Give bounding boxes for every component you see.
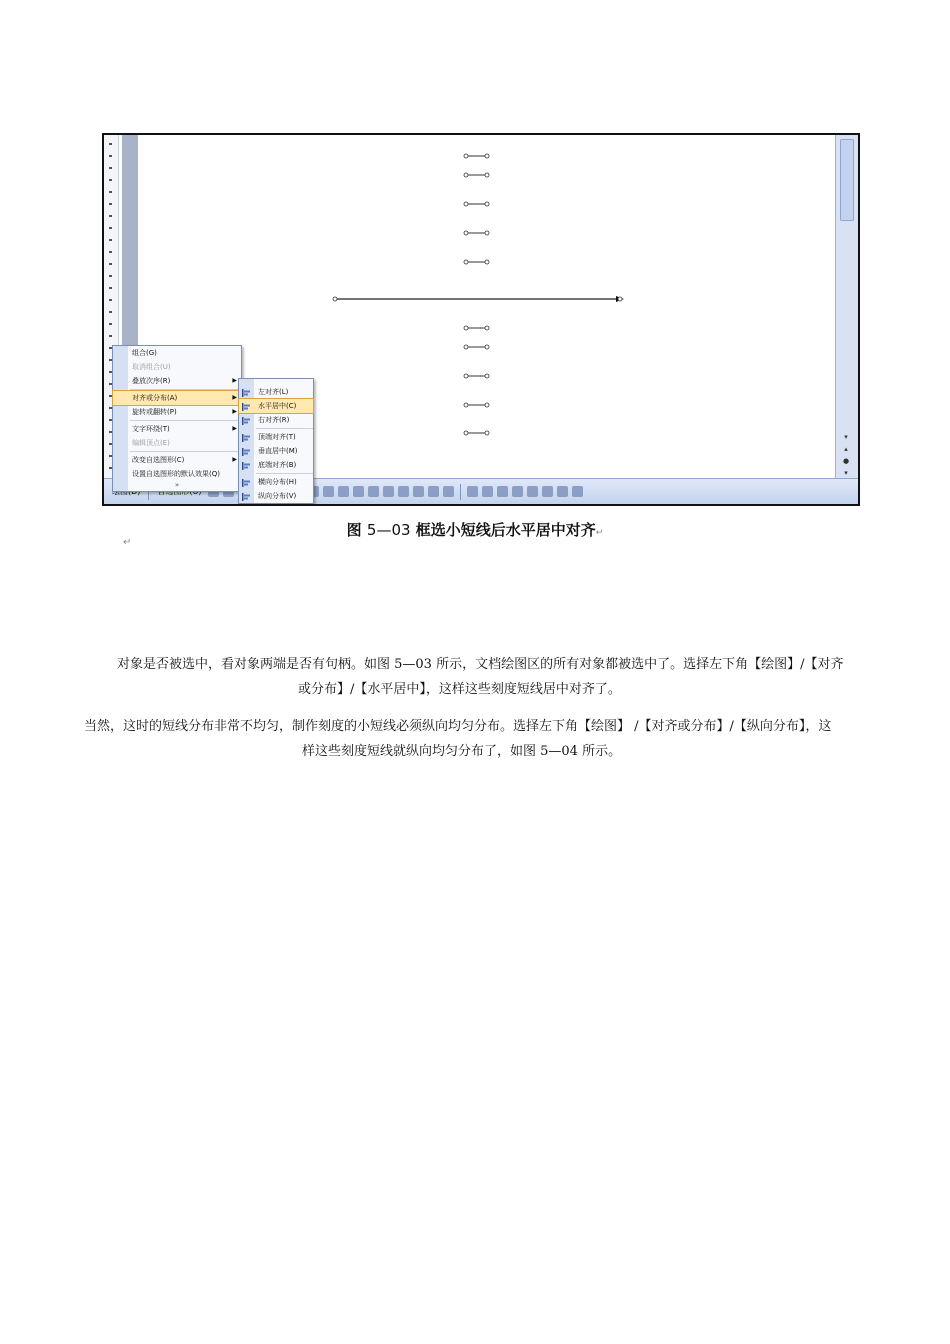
paragraph-mark-icon: ↵: [123, 537, 132, 548]
selection-handle[interactable]: [485, 154, 489, 158]
vertical-scrollbar[interactable]: [835, 135, 858, 478]
submenu-item[interactable]: [239, 385, 313, 399]
submenu-arrow-icon: ▶: [232, 456, 237, 463]
ruler-tick: [109, 203, 112, 205]
menu-separator: [256, 473, 313, 474]
figure-screenshot: [102, 133, 860, 506]
font-color-icon[interactable]: [368, 486, 379, 497]
group-toolbar-icon[interactable]: [527, 486, 538, 497]
selection-handle[interactable]: [464, 202, 468, 206]
selection-handle[interactable]: [464, 260, 468, 264]
selection-handle[interactable]: [333, 297, 337, 301]
menu-separator: [130, 451, 241, 452]
ruler-tick: [109, 155, 112, 157]
expand-menu-chevron[interactable]: »: [174, 481, 180, 489]
menu-item-label: 改变自选图形(C): [132, 456, 185, 464]
shadow-icon[interactable]: [428, 486, 439, 497]
ruler-tick: [109, 335, 112, 337]
drawing-context-menu: [112, 345, 242, 492]
submenu-arrow-icon: ▶: [232, 394, 237, 401]
return-mark-icon: ↵: [595, 528, 604, 538]
menu-item-label: 编辑顶点(E): [132, 439, 170, 447]
align-bottom-icon: [242, 461, 251, 469]
dash-style-icon[interactable]: [398, 486, 409, 497]
ruler-tick: [109, 263, 112, 265]
order-toolbar-icon[interactable]: [542, 486, 553, 497]
ruler-tick: [109, 251, 112, 253]
caption-prefix: 图: [346, 521, 362, 539]
submenu-item[interactable]: [239, 475, 313, 489]
selection-handle[interactable]: [464, 431, 468, 435]
context-menu-item[interactable]: [113, 453, 241, 467]
submenu-item[interactable]: [239, 413, 313, 427]
selection-handle[interactable]: [485, 202, 489, 206]
menu-item-label: 组合(G): [132, 349, 157, 357]
menu-separator: [256, 428, 313, 429]
ruler-tick: [109, 299, 112, 301]
menu-separator: [130, 389, 241, 390]
align-top-icon: [242, 433, 251, 441]
ruler-tick: [109, 143, 112, 145]
selection-handle[interactable]: [464, 231, 468, 235]
paragraph-2-line-2: 样这些刻度短线就纵向均匀分布了，如图 5—04 所示。: [302, 744, 622, 759]
menu-item-label: 设置自选图形的默认效果(Q): [132, 470, 220, 478]
submenu-item[interactable]: [239, 458, 313, 472]
submenu-item[interactable]: [239, 430, 313, 444]
ruler-tick: [109, 191, 112, 193]
caption-text: 框选小短线后水平居中对齐: [415, 521, 596, 539]
arrow-style-icon[interactable]: [413, 486, 424, 497]
rotate-toolbar-icon[interactable]: [557, 486, 568, 497]
toolbar-separator: [460, 484, 461, 500]
align-left-toolbar-icon[interactable]: [467, 486, 478, 497]
distribute-vertical-icon: [242, 492, 251, 500]
align-right-toolbar-icon[interactable]: [497, 486, 508, 497]
selection-handle[interactable]: [464, 403, 468, 407]
distribute-toolbar-icon[interactable]: [512, 486, 523, 497]
menu-separator: [130, 420, 241, 421]
selection-handle[interactable]: [485, 431, 489, 435]
context-menu-item[interactable]: [113, 422, 241, 436]
submenu-item[interactable]: [239, 489, 313, 503]
caption-number: 5—03: [366, 521, 411, 539]
context-menu-item: [113, 436, 241, 450]
selection-handle[interactable]: [464, 173, 468, 177]
context-menu-item: [113, 360, 241, 374]
submenu-item[interactable]: [239, 444, 313, 458]
submenu-item-label: 底端对齐(B): [258, 461, 297, 469]
selection-handle[interactable]: [485, 260, 489, 264]
submenu-item-label: 水平居中(C): [258, 402, 297, 410]
align-center-toolbar-icon[interactable]: [482, 486, 493, 497]
figure-caption: [0, 519, 950, 540]
ruler-tick: [109, 323, 112, 325]
context-menu-item[interactable]: [113, 346, 241, 360]
paragraph-1-line-2: 或分布】/【水平居中】，这样这些刻度短线居中对齐了。: [298, 682, 621, 697]
scroll-down-icon[interactable]: ▾: [844, 433, 848, 441]
fill-color-icon[interactable]: [338, 486, 349, 497]
context-menu-item[interactable]: [113, 374, 241, 388]
menu-item-label: 取消组合(U): [132, 363, 171, 371]
ruler-tick: [109, 227, 112, 229]
submenu-arrow-icon: ▶: [232, 408, 237, 415]
submenu-item-label: 左对齐(L): [258, 388, 289, 396]
paragraph-2-line-1: 当然，这时的短线分布非常不均匀，制作刻度的小短线必须纵向均匀分布。选择左下角【绘图】 /【对齐或分布】/【纵向分布】，这: [84, 719, 832, 734]
distribute-horizontal-icon: [242, 478, 251, 486]
align-distribute-submenu: [238, 378, 314, 504]
menu-item-label: 文字环绕(T): [132, 425, 170, 433]
line-color-icon[interactable]: [353, 486, 364, 497]
context-menu-item[interactable]: [113, 391, 241, 405]
align-left-icon: [242, 388, 251, 396]
selection-handle[interactable]: [485, 173, 489, 177]
selection-handle[interactable]: [485, 326, 489, 330]
wordart-icon[interactable]: [323, 486, 334, 497]
submenu-item-label: 纵向分布(V): [258, 492, 297, 500]
paragraph-1-line-1: 对象是否被选中，看对象两端是否有句柄。如图 5—03 所示，文档绘图区的所有对象都被选中了。选择左下角【绘图】/【对齐: [117, 657, 844, 672]
selection-handle[interactable]: [485, 374, 489, 378]
submenu-arrow-icon: ▶: [232, 377, 237, 384]
3d-icon[interactable]: [443, 486, 454, 497]
ruler-tick: [109, 215, 112, 217]
ruler-tick: [109, 275, 112, 277]
ruler-tick: [109, 311, 112, 313]
scrollbar-thumb[interactable]: [840, 139, 854, 221]
selection-handle[interactable]: [464, 154, 468, 158]
submenu-arrow-icon: ▶: [232, 425, 237, 432]
browse-next-icon[interactable]: ▾: [844, 469, 848, 477]
selection-handle[interactable]: [618, 297, 622, 301]
browse-object-icon[interactable]: ●: [842, 457, 850, 465]
align-right-icon: [242, 416, 251, 424]
align-center-icon: [242, 402, 251, 410]
ruler-tick: [109, 179, 112, 181]
menu-item-label: 对齐或分布(A): [132, 394, 178, 402]
menu-item-label: 旋转或翻转(P): [132, 408, 177, 416]
submenu-item-label: 横向分布(H): [258, 478, 297, 486]
selection-handle[interactable]: [464, 326, 468, 330]
menu-item-label: 叠放次序(R): [132, 377, 171, 385]
align-middle-icon: [242, 447, 251, 455]
ruler-tick: [109, 167, 112, 169]
ruler-tick: [109, 287, 112, 289]
toolbar-options-icon[interactable]: [572, 486, 583, 497]
submenu-item-label: 右对齐(R): [258, 416, 290, 424]
submenu-item[interactable]: [239, 399, 313, 413]
line-style-icon[interactable]: [383, 486, 394, 497]
context-menu-item[interactable]: [113, 467, 241, 481]
context-menu-item[interactable]: [113, 405, 241, 419]
selection-handle[interactable]: [485, 403, 489, 407]
submenu-item-label: 顶端对齐(T): [258, 433, 296, 441]
selection-handle[interactable]: [485, 231, 489, 235]
selection-handle[interactable]: [485, 345, 489, 349]
browse-prev-icon[interactable]: ▴: [844, 445, 848, 453]
selection-handle[interactable]: [464, 345, 468, 349]
submenu-item-label: 垂直居中(M): [258, 447, 298, 455]
ruler-tick: [109, 239, 112, 241]
selection-handle[interactable]: [464, 374, 468, 378]
